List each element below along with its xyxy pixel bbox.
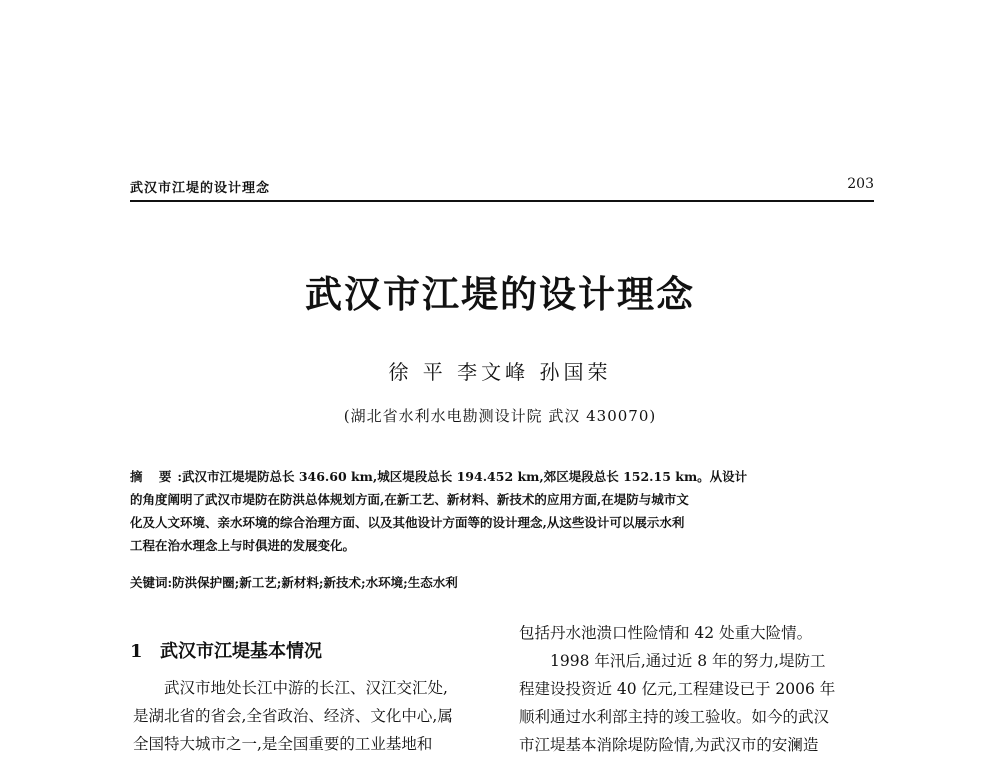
abstract-line: 化及人文环境、亲水环境的综合治理方面、以及其他设计方面等的设计理念,从这些设计可以展示水利 bbox=[130, 515, 685, 530]
abstract bbox=[130, 465, 872, 557]
keywords bbox=[130, 573, 458, 591]
abstract-line: 工程在治水理念上与时俱进的发展变化。 bbox=[130, 538, 356, 553]
body-line: 是湖北省的省会,全省政治、经济、文化中心,属 bbox=[133, 707, 453, 725]
body-line: 全国特大城市之一,是全国重要的工业基地和 bbox=[133, 735, 433, 753]
body-line: 武汉市地处长江中游的长江、汉江交汇处, bbox=[164, 679, 448, 697]
right-column bbox=[519, 619, 874, 759]
abstract-line: :武汉市江堤堤防总长 346.60 km,城区堤段总长 194.452 km,郊区堤段总长 152.15 km。从设计 bbox=[177, 469, 748, 484]
article-authors: 徐 平 李文峰 孙国荣 bbox=[388, 360, 612, 384]
abstract-label: 摘 要 bbox=[130, 469, 178, 484]
keywords-label: 关键词: bbox=[130, 575, 173, 590]
running-title: 武汉市江堤的设计理念 bbox=[130, 181, 271, 196]
section-number: 1 bbox=[130, 641, 143, 662]
abstract-line: 的角度阐明了武汉市堤防在防洪总体规划方面,在新工艺、新材料、新技术的应用方面,在堤防与城市文 bbox=[130, 492, 689, 507]
article-title: 武汉市江堤的设计理念 bbox=[305, 273, 695, 316]
section-title: 武汉市江堤基本情况 bbox=[160, 641, 322, 662]
left-column bbox=[133, 674, 488, 758]
page-number: 203 bbox=[847, 176, 874, 192]
body-line: 程建设投资近 40 亿元,工程建设已于 2006 年 bbox=[519, 680, 836, 698]
body-line: 顺利通过水利部主持的竣工验收。如今的武汉 bbox=[519, 708, 830, 726]
article-affiliation: (湖北省水利水电勘测设计院 武汉 430070) bbox=[343, 407, 657, 425]
body-line: 市江堤基本消除堤防险情,为武汉市的安澜造 bbox=[519, 736, 819, 754]
header-rule bbox=[130, 200, 874, 202]
body-line: 1998 年汛后,通过近 8 年的努力,堤防工 bbox=[550, 652, 826, 670]
body-line: 包括丹水池溃口性险情和 42 处重大险情。 bbox=[519, 624, 813, 642]
keywords-text: 防洪保护圈;新工艺;新材料;新技术;水环境;生态水利 bbox=[172, 575, 458, 590]
section-heading bbox=[130, 637, 322, 663]
